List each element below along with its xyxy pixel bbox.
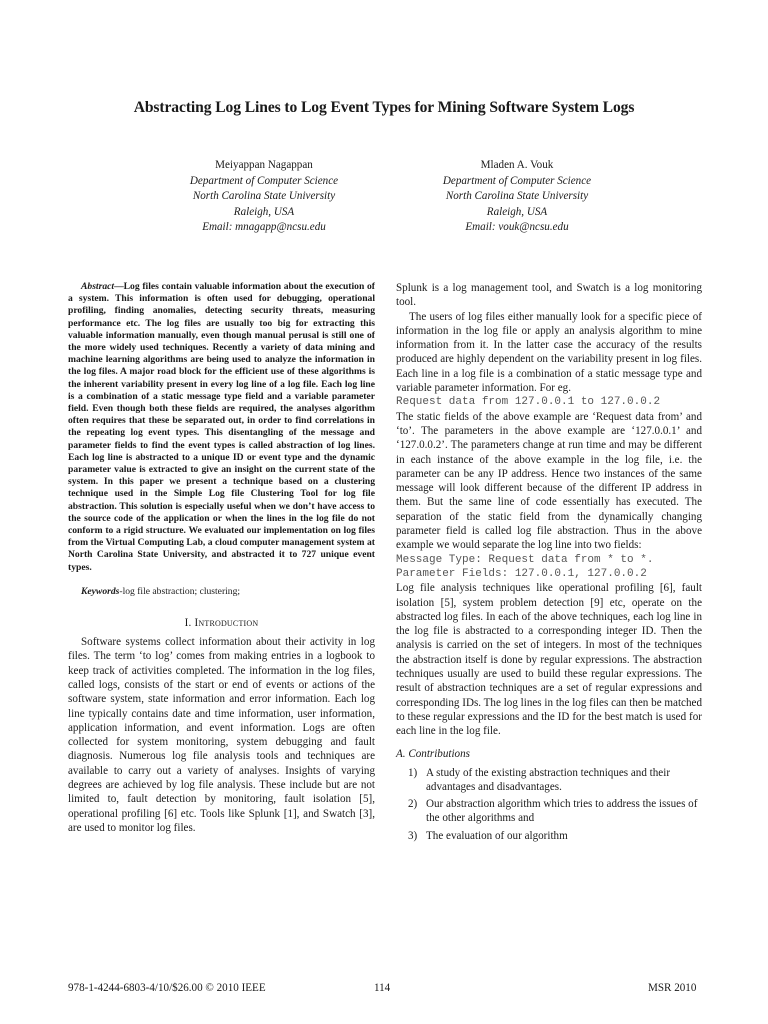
footer-copyright: 978-1-4244-6803-4/10/$26.00 © 2010 IEEE [68, 982, 266, 994]
list-item: 3) The evaluation of our algorithm [408, 829, 568, 842]
author-location: Raleigh, USA [486, 205, 548, 218]
paper-title: Abstracting Log Lines to Log Event Types for Mining Software System Logs [133, 99, 635, 116]
abstract-text: Log files contain valuable information about the execution of a system. This information is often used for debugging, operational profiling, finding anomalies, detecting security threats, measuring performance etc. The log files are usually too big for extracting this valuable information manually, even though manual perusal is still one of the more widely used techniques. Recently a variety of data mining and machine learning algorithms are being used to analyze the information in the log files. A major road block for the efficient use of these algorithms is the inherent variability present in every log line of a log file. Each log line is a combination of a static message type field and a variable parameter field. Even though both these fields are required, the analyses algorithm often requires that these be separated out, in order to find correlations in the repeating log event types. This disentangling of the message and parameter fields to find the event types is called abstraction of log lines. Each log line is abstracted to a unique ID or event type and the dynamic parameter value is extracted to give an insight on the current state of the system. In this paper we present a technique based on a clustering technique used in the Simple Log file Clustering Tool for log file abstraction. This solution is especially useful when we don’t have access to the source code of the application or when the lines in the log file do not conform to a rigid structure. We evaluated our implementation on log files from the Virtual Computing Lab, a cloud computer management system at North Carolina State University, and abstracted it to 727 unique event types. [68, 281, 375, 573]
introduction-paragraph: Software systems collect information about their activity in log files. The term ‘to log’ comes from making entries in a logbook to keep track of activities completed. The information in the log files, called logs, consists of the start or end of events or actions of the software system, state information and error information. Each log line typically contains date and time information, user information, application information, and event information. Logs are often collected for system monitoring, system debugging and fault diagnosis. Numerous log file analysis tools and techniques are available to carry out a variety of analyses. Insights of varying degrees are achieved by log file analysis. These include but are not limited to, fault detection by monitoring, fault isolation [5], operational profiling [6] etc. Tools like Splunk [1], and Swatch [3], are used to monitor log files. [68, 636, 375, 834]
list-item: 2) Our abstraction algorithm which tries to address the issues of the other algorithms and [408, 798, 698, 825]
subsection-heading-contributions: A. Contributions [396, 747, 470, 760]
keywords [68, 586, 375, 598]
author-email: Email: mnagapp@ncsu.edu [202, 221, 326, 233]
abstract-label: Abstract [81, 281, 115, 292]
author-location: Raleigh, USA [233, 205, 295, 218]
abstract-dash: — [114, 281, 124, 292]
keywords-label: Keywords [81, 585, 120, 597]
author-department: Department of Computer Science [189, 174, 339, 187]
paragraph-users-of-log-files: The users of log files either manually look for a specific piece of information in the log file or apply an analysis algorithm to mine information from it. In the latter case the accuracy of the results produced are highly dependent on the variability present in log files. Each line in a log file is a combination of a static message type and variable parameter information. For eg. [396, 310, 702, 395]
paragraph-splunk: Splunk is a log management tool, and Swatch is a log monitoring tool. [396, 282, 702, 309]
footer-page-number: 114 [374, 982, 391, 994]
keywords-text: -log file abstraction; clustering; [119, 585, 241, 597]
footer-venue: MSR 2010 [648, 982, 697, 994]
section-heading-introduction: I. Introduction [184, 617, 259, 630]
abstract [68, 281, 375, 574]
code-parameter-fields: Parameter Fields: 127.0.0.1, 127.0.0.2 [396, 567, 647, 580]
list-item: 1) A study of the existing abstraction techniques and their advantages and disadvantages. [408, 766, 671, 793]
paragraph-analysis-techniques: Log file analysis techniques like operational profiling [6], fault isolation [5], system problem detection [9] etc, operate on the abstracted log files. In each of the above techniques, each log line in the log file is abstracted to a corresponding integer ID. Then the analysis is carried on the set of integers. In most of the techniques the abstraction itself is done by regular expressions. The abstraction techniques usually are used to build these regular expressions. The result of abstraction techniques are a set of regular expressions and corresponding IDs. The log lines in the log files can then be matched to these regular expressions and the ID for the best match is used for each line in the log file. [396, 582, 702, 738]
right-column [396, 281, 702, 846]
author-department: Department of Computer Science [442, 174, 592, 187]
author-university: North Carolina State University [192, 190, 336, 202]
code-example-log-line: Request data from 127.0.0.1 to 127.0.0.2 [396, 396, 661, 409]
left-column [68, 281, 375, 835]
author-name: Mladen A. Vouk [480, 159, 554, 171]
author-name: Meiyappan Nagappan [215, 159, 313, 171]
paragraph-static-fields: The static fields of the above example are ‘Request data from’ and ‘to’. The parameters in the above example are ‘127.0.0.1’ and ‘127.0.0.2’. The parameters change at run time and may be different in each instance of the above example in the log file, i.e. the parameter can be any IP address. Hence two instances of the same message will look different because of the different IP address in them. But the same line of code essentially has executed. The separation of the static field from the dynamically changing parameter field is called log file abstraction. Thus in the above example we would separate the log line into two fields: [396, 410, 702, 552]
contributions-list [396, 766, 702, 843]
author-block-2 [352, 158, 682, 236]
author-university: North Carolina State University [445, 190, 589, 202]
author-email: Email: vouk@ncsu.edu [465, 221, 569, 233]
code-message-type: Message Type: Request data from * to *. [396, 553, 654, 566]
